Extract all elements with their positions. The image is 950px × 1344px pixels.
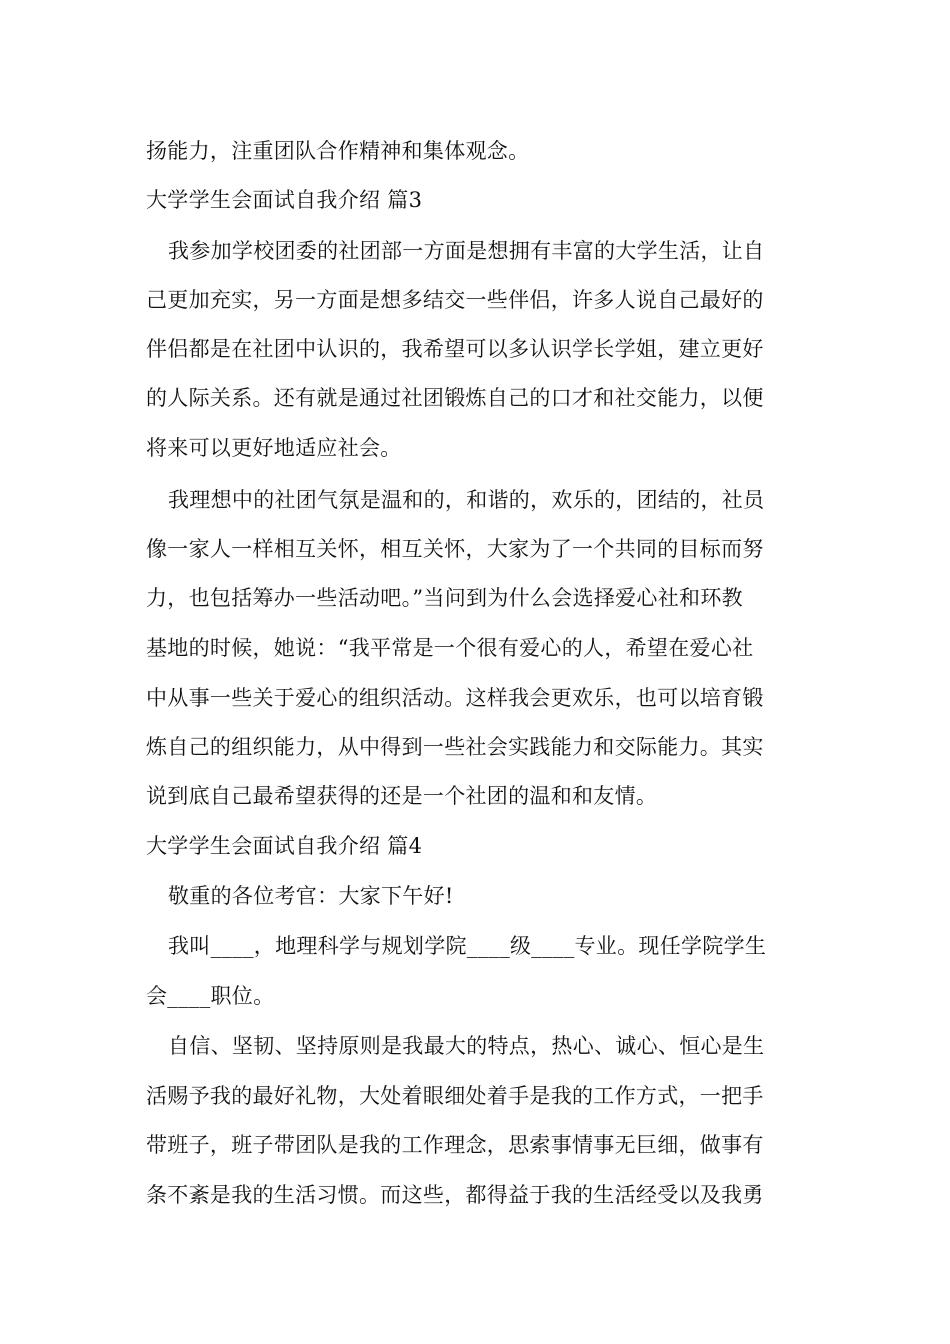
paragraph-line: 炼自己的组织能力，从中得到一些社会实践能力和交际能力。其实	[146, 735, 764, 759]
paragraph-line: 会____职位。	[146, 984, 275, 1008]
paragraph-line: 我理想中的社团气氛是温和的，和谐的，欢乐的，团结的，社员	[168, 488, 765, 512]
paragraph-line: 敬重的各位考官：大家下午好!	[168, 884, 454, 908]
section-heading: 大学学生会面试自我介绍 篇3	[146, 188, 423, 212]
paragraph-line: 基地的时候，她说：“我平常是一个很有爱心的人，希望在爱心社	[146, 636, 754, 660]
paragraph-line: 条不紊是我的生活习惯。而这些，都得益于我的生活经受以及我勇	[146, 1183, 764, 1207]
paragraph-line: 像一家人一样相互关怀，相互关怀，大家为了一个共同的目标而努	[146, 537, 764, 561]
paragraph-line: 我叫____，地理科学与规划学院____级____专业。现任学院学生	[168, 934, 767, 958]
paragraph-line: 己更加充实，另一方面是想多结交一些伴侣，许多人说自己最好的	[146, 288, 764, 312]
paragraph-line: 扬能力，注重团队合作精神和集体观念。	[146, 139, 530, 163]
paragraph-line: 自信、坚韧、坚持原则是我最大的特点，热心、诚心、恒心是生	[168, 1034, 765, 1058]
paragraph-line: 我参加学校团委的社团部一方面是想拥有丰富的大学生活，让自	[168, 239, 765, 263]
paragraph-line: 的人际关系。还有就是通过社团锻炼自己的口才和社交能力，以便	[146, 386, 764, 410]
paragraph-line: 将来可以更好地适应社会。	[146, 436, 402, 460]
paragraph-line: 伴侣都是在社团中认识的，我希望可以多认识学长学姐，建立更好	[146, 337, 764, 361]
paragraph-line: 活赐予我的最好礼物，大处着眼细处着手是我的工作方式，一把手	[146, 1084, 764, 1108]
paragraph-line: 带班子，班子带团队是我的工作理念，思索事情事无巨细，做事有	[146, 1133, 764, 1157]
paragraph-line: 中从事一些关于爱心的组织活动。这样我会更欢乐，也可以培育锻	[146, 686, 764, 710]
paragraph-line: 说到底自己最希望获得的还是一个社团的温和和友情。	[146, 784, 658, 808]
paragraph-line: 力，也包括筹办一些活动吧。”当问到为什么会选择爱心社和环教	[146, 586, 743, 610]
section-heading: 大学学生会面试自我介绍 篇4	[146, 834, 423, 858]
